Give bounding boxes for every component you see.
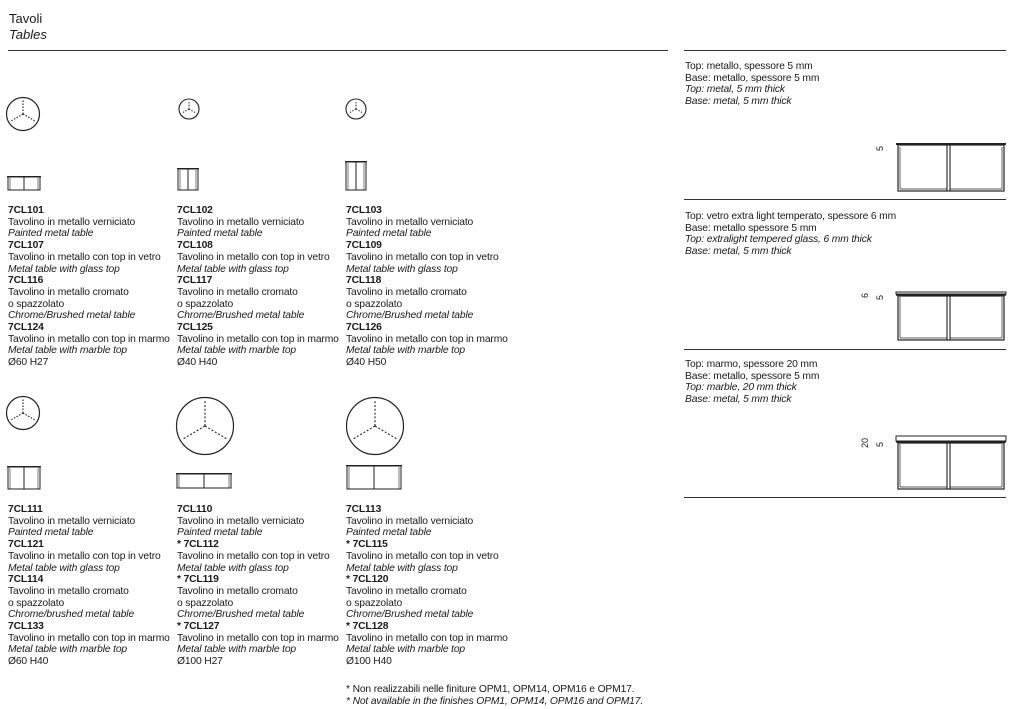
product-code: 7CL102 bbox=[177, 205, 213, 216]
description-it: Tavolino in metallo con top in marmo bbox=[177, 333, 339, 345]
spec-divider bbox=[684, 497, 1006, 498]
description-en: Chrome/Brushed metal table bbox=[177, 310, 305, 322]
product-block bbox=[8, 205, 178, 369]
product-code: 7CL111 bbox=[8, 504, 43, 515]
spec-line-en: Top: metal, 5 mm thick bbox=[685, 84, 785, 96]
description-en: Metal table with marble top bbox=[177, 345, 297, 357]
product-code: 7CL117 bbox=[177, 275, 213, 287]
description-it: o spazzolato bbox=[346, 597, 403, 609]
product-code: * 7CL119 bbox=[177, 574, 219, 586]
description-en: Painted metal table bbox=[177, 228, 263, 240]
description-it: Tavolino in metallo con top in marmo bbox=[8, 333, 170, 345]
description-it: Tavolino in metallo cromato bbox=[177, 585, 298, 597]
description-it: Ø40 H50 bbox=[346, 357, 387, 369]
spec-line-it: Top: metallo, spessore 5 mm bbox=[685, 61, 813, 72]
product-code: 7CL133 bbox=[8, 621, 44, 633]
description-en: Metal table with glass top bbox=[8, 263, 120, 275]
header-rule bbox=[8, 50, 668, 51]
top-view-icon-7CL113 bbox=[345, 396, 405, 456]
page-subtitle: Tables bbox=[9, 27, 47, 42]
description-it: Tavolino in metallo con top in marmo bbox=[177, 632, 339, 644]
description-en: Metal table with glass top bbox=[177, 562, 289, 574]
product-block bbox=[346, 205, 516, 369]
description-en: Chrome/brushed metal table bbox=[8, 609, 135, 621]
description-it: Tavolino in metallo verniciato bbox=[177, 515, 305, 527]
description-it: Tavolino in metallo con top in vetro bbox=[177, 550, 330, 562]
description-it: o spazzolato bbox=[177, 597, 234, 609]
spec-line-it: Top: vetro extra light temperato, spessore 6 mm bbox=[685, 211, 896, 222]
description-it: Tavolino in metallo con top in marmo bbox=[346, 632, 508, 644]
description-it: Tavolino in metallo con top in vetro bbox=[8, 251, 161, 263]
spec-line-en: Top: extralight tempered glass, 6 mm thick bbox=[685, 234, 872, 246]
description-it: o spazzolato bbox=[8, 298, 65, 310]
description-en: Painted metal table bbox=[346, 527, 432, 539]
description-en: Metal table with glass top bbox=[8, 562, 120, 574]
description-en: Chrome/Brushed metal table bbox=[177, 609, 305, 621]
product-code: 7CL107 bbox=[8, 240, 44, 252]
section-drawing-marble bbox=[896, 436, 1006, 490]
spec-line-en: Top: marble, 20 mm thick bbox=[685, 382, 797, 394]
description-en: Painted metal table bbox=[346, 228, 432, 240]
description-it: Tavolino in metallo verniciato bbox=[8, 515, 136, 527]
section-drawing-metal bbox=[896, 143, 1006, 193]
spec-line-it: Base: metallo spessore 5 mm bbox=[685, 222, 817, 234]
side-view-icon-7CL102 bbox=[177, 168, 199, 191]
description-it: Tavolino in metallo verniciato bbox=[346, 216, 474, 228]
spec-divider bbox=[684, 349, 1006, 350]
description-en: Metal table with marble top bbox=[346, 644, 466, 656]
description-en: Metal table with glass top bbox=[346, 562, 458, 574]
spec-top-rule bbox=[684, 50, 1006, 51]
spec-line-en: Base: metal, 5 mm thick bbox=[685, 246, 792, 258]
side-view-icon-7CL103 bbox=[345, 161, 367, 191]
description-it: Tavolino in metallo cromato bbox=[8, 286, 129, 298]
description-en: Metal table with glass top bbox=[177, 263, 289, 275]
spec-line-it: Base: metallo, spessore 5 mm bbox=[685, 370, 820, 382]
description-en: Chrome/Brushed metal table bbox=[8, 310, 136, 322]
dimension-label: 6 bbox=[860, 292, 870, 298]
description-it: Ø100 H27 bbox=[177, 656, 223, 668]
product-block bbox=[177, 504, 347, 668]
dimension-label: 5 bbox=[875, 441, 885, 447]
product-code: * 7CL112 bbox=[177, 539, 219, 551]
product-block bbox=[177, 205, 347, 369]
description-en: Painted metal table bbox=[8, 228, 94, 240]
top-view-icon-7CL103 bbox=[345, 98, 367, 120]
product-code: 7CL114 bbox=[8, 574, 44, 586]
description-en: Metal table with marble top bbox=[8, 345, 128, 357]
product-code: 7CL124 bbox=[8, 322, 44, 334]
product-code: 7CL126 bbox=[346, 322, 382, 334]
product-code: 7CL121 bbox=[8, 539, 44, 551]
product-code: * 7CL127 bbox=[177, 621, 220, 633]
description-it: Tavolino in metallo cromato bbox=[177, 286, 298, 298]
product-code: 7CL103 bbox=[346, 205, 382, 216]
product-block bbox=[346, 504, 516, 668]
spec-line-en: Base: metal, 5 mm thick bbox=[685, 394, 792, 406]
description-en: Chrome/Brushed metal table bbox=[346, 609, 474, 621]
section-drawing-glass bbox=[896, 292, 1006, 341]
product-code: * 7CL128 bbox=[346, 621, 389, 633]
product-code: * 7CL120 bbox=[346, 574, 389, 586]
description-it: Tavolino in metallo con top in marmo bbox=[8, 632, 170, 644]
description-en: Metal table with marble top bbox=[8, 644, 128, 656]
spec-divider bbox=[684, 199, 1006, 200]
side-view-icon-7CL111 bbox=[7, 466, 41, 490]
description-en: Metal table with marble top bbox=[346, 345, 466, 357]
description-it: Ø100 H40 bbox=[346, 656, 392, 668]
description-it: Tavolino in metallo cromato bbox=[8, 585, 129, 597]
top-view-icon-7CL111 bbox=[5, 395, 41, 431]
product-code: 7CL101 bbox=[8, 205, 44, 216]
description-en: Painted metal table bbox=[8, 527, 94, 539]
spec-block-marble bbox=[685, 359, 819, 406]
description-it: Tavolino in metallo verniciato bbox=[8, 216, 136, 228]
description-it: o spazzolato bbox=[346, 298, 403, 310]
product-code: 7CL125 bbox=[177, 322, 213, 334]
description-en: Painted metal table bbox=[177, 527, 263, 539]
top-view-icon-7CL102 bbox=[178, 98, 200, 120]
description-it: Tavolino in metallo cromato bbox=[346, 585, 467, 597]
side-view-icon-7CL110 bbox=[176, 473, 232, 489]
spec-line-it: Top: marmo, spessore 20 mm bbox=[685, 359, 818, 370]
description-it: o spazzolato bbox=[177, 298, 234, 310]
description-it: Tavolino in metallo verniciato bbox=[346, 515, 474, 527]
spec-block-glass bbox=[685, 211, 896, 258]
description-it: Tavolino in metallo con top in vetro bbox=[346, 251, 499, 263]
product-code: 7CL116 bbox=[8, 275, 44, 287]
dimension-label: 5 bbox=[875, 145, 885, 151]
product-code: * 7CL115 bbox=[346, 539, 388, 551]
footnote-it: * Non realizzabili nelle finiture OPM1, OPM14, OPM16 e OPM17. bbox=[346, 684, 635, 695]
product-code: 7CL113 bbox=[346, 504, 382, 515]
description-en: Chrome/Brushed metal table bbox=[346, 310, 474, 322]
side-view-icon-7CL101 bbox=[7, 176, 41, 191]
description-it: Ø40 H40 bbox=[177, 357, 218, 369]
spec-block-metal bbox=[685, 61, 819, 108]
product-code: 7CL118 bbox=[346, 275, 382, 287]
description-it: Tavolino in metallo con top in marmo bbox=[346, 333, 508, 345]
description-it: Ø60 H27 bbox=[8, 357, 49, 369]
description-it: Tavolino in metallo con top in vetro bbox=[346, 550, 499, 562]
description-it: Tavolino in metallo cromato bbox=[346, 286, 467, 298]
spec-line-it: Base: metallo, spessore 5 mm bbox=[685, 72, 820, 84]
page-title: Tavoli bbox=[9, 11, 43, 26]
footnote-en: * Not available in the finishes OPM1, OPM14, OPM16 and OPM17. bbox=[346, 696, 644, 707]
spec-line-en: Base: metal, 5 mm thick bbox=[685, 96, 792, 108]
description-it: o spazzolato bbox=[8, 597, 65, 609]
description-en: Metal table with glass top bbox=[346, 263, 458, 275]
product-block bbox=[8, 504, 178, 668]
description-it: Tavolino in metallo con top in vetro bbox=[177, 251, 330, 263]
product-code: 7CL109 bbox=[346, 240, 382, 252]
description-it: Tavolino in metallo verniciato bbox=[177, 216, 305, 228]
top-view-icon-7CL110 bbox=[175, 396, 235, 456]
description-en: Metal table with marble top bbox=[177, 644, 297, 656]
description-it: Ø60 H40 bbox=[8, 656, 49, 668]
top-view-icon-7CL101 bbox=[5, 96, 41, 132]
side-view-icon-7CL113 bbox=[346, 465, 402, 490]
product-code: 7CL108 bbox=[177, 240, 213, 252]
description-it: Tavolino in metallo con top in vetro bbox=[8, 550, 161, 562]
product-code: 7CL110 bbox=[177, 504, 213, 515]
dimension-label: 5 bbox=[875, 294, 885, 300]
dimension-label: 20 bbox=[860, 437, 870, 448]
